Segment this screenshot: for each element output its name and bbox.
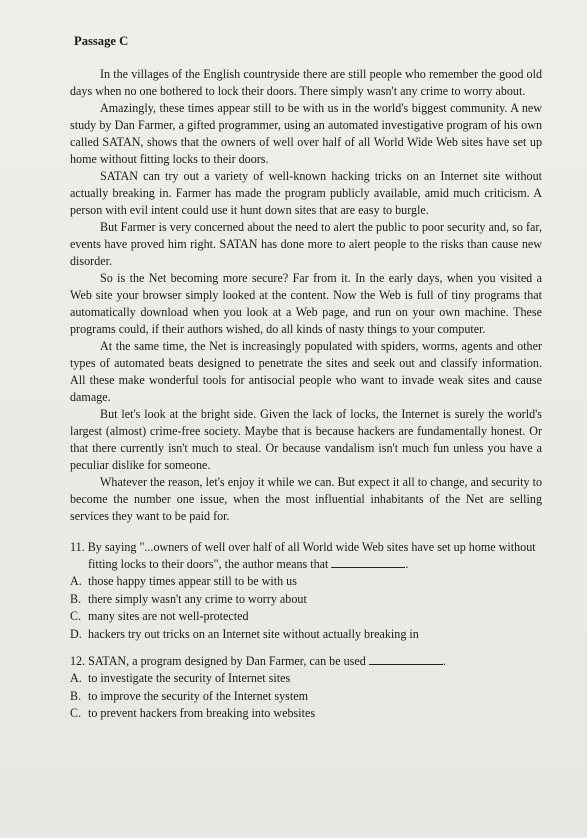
option-letter: C. bbox=[70, 609, 82, 623]
option-letter: C. bbox=[70, 706, 82, 720]
answer-blank[interactable] bbox=[331, 557, 405, 568]
question-text: SATAN, a program designed by Dan Farmer, can be used bbox=[88, 654, 366, 668]
question-stem bbox=[70, 653, 542, 670]
question-end: . bbox=[442, 654, 446, 668]
answer-blank[interactable] bbox=[369, 654, 443, 665]
paragraph-7: But let's look at the bright side. Given the lack of locks, the Internet is surely the world's largest (almost) crime-free society. Maybe that is because hackers are fundamentally honest. Or that there currently isn't much to steal. Or because vandalism isn't much fun unless you have a peculiar dislike for someone. bbox=[70, 407, 542, 472]
option-c[interactable] bbox=[70, 705, 542, 723]
paragraph-3: SATAN can try out a variety of well-known hacking tricks on an Internet site without actually breaking in. Farmer has made the program publicly available, amid much criticism. A person with evil intent could use it hunt down sites that are easy to burgle. bbox=[70, 169, 542, 217]
option-text: to investigate the security of Internet sites bbox=[88, 671, 291, 685]
section-gap bbox=[70, 525, 542, 539]
option-letter: D. bbox=[70, 626, 82, 641]
option-letter: A. bbox=[70, 671, 82, 685]
option-text: hackers try out tricks on an Internet site without actually breaking in bbox=[88, 626, 419, 641]
option-text: there simply wasn't any crime to worry about bbox=[88, 591, 307, 606]
option-letter: A. bbox=[70, 574, 82, 588]
option-text: to prevent hackers from breaking into websites bbox=[88, 706, 316, 720]
paragraph-1: In the villages of the English countryside there are still people who remember the good old days when no one bothered to lock their doors. There simply wasn't any crime to worry about. bbox=[70, 67, 542, 98]
question-number: 12. bbox=[70, 654, 86, 668]
option-text: those happy times appear still to be with us bbox=[88, 574, 297, 588]
option-a[interactable] bbox=[70, 573, 542, 591]
option-c[interactable] bbox=[70, 608, 542, 626]
option-b[interactable] bbox=[70, 591, 542, 609]
paragraph-4: But Farmer is very concerned about the need to alert the public to poor security and, so far, events have proved him right. SATAN has done more to alert people to the risks than cause new disorder. bbox=[70, 220, 542, 268]
option-b[interactable] bbox=[70, 688, 542, 706]
option-letter: B. bbox=[70, 688, 82, 703]
question-number: 11. bbox=[70, 540, 85, 554]
option-letter: B. bbox=[70, 591, 82, 606]
option-d[interactable] bbox=[70, 626, 542, 644]
passage-body bbox=[70, 66, 542, 525]
passage-title: Passage C bbox=[74, 34, 129, 48]
paragraph-8: Whatever the reason, let's enjoy it while we can. But expect it all to change, and security to become the number one issue, when the most influential inhabitants of the Net are selling services they want to be paid for. bbox=[70, 475, 542, 523]
question-11 bbox=[70, 539, 542, 643]
option-a[interactable] bbox=[70, 670, 542, 688]
paragraph-2: Amazingly, these times appear still to be with us in the world's biggest community. A new study by Dan Farmer, a gifted programmer, using an automated investigative program of his own called SATAN, shows that the owners of well over half of all World Wide Web sites have set up home without fitting locks to their doors. bbox=[70, 101, 542, 166]
paragraph-5: So is the Net becoming more secure? Far from it. In the early days, when you visited a Web site your browser simply looked at the content. Now the Web is full of tiny programs that automatically download when you look at a Web page, and run on your own machine. These programs could, if their authors wished, do all kinds of nasty things to your computer. bbox=[70, 271, 542, 336]
option-text: to improve the security of the Internet system bbox=[88, 688, 308, 703]
question-12 bbox=[70, 653, 542, 723]
option-text: many sites are not well-protected bbox=[88, 609, 249, 623]
question-text: By saying "...owners of well over half of all World wide Web sites have set up home without fitting locks to their doors", the author means that bbox=[87, 540, 536, 571]
question-end: . bbox=[405, 557, 409, 571]
question-stem bbox=[70, 539, 542, 573]
paragraph-6: At the same time, the Net is increasingly populated with spiders, worms, agents and other types of automated beats designed to penetrate the sites and seek out and classify information. All these make wonderful tools for antisocial people who want to invade weak sites and cause damage. bbox=[70, 339, 542, 404]
